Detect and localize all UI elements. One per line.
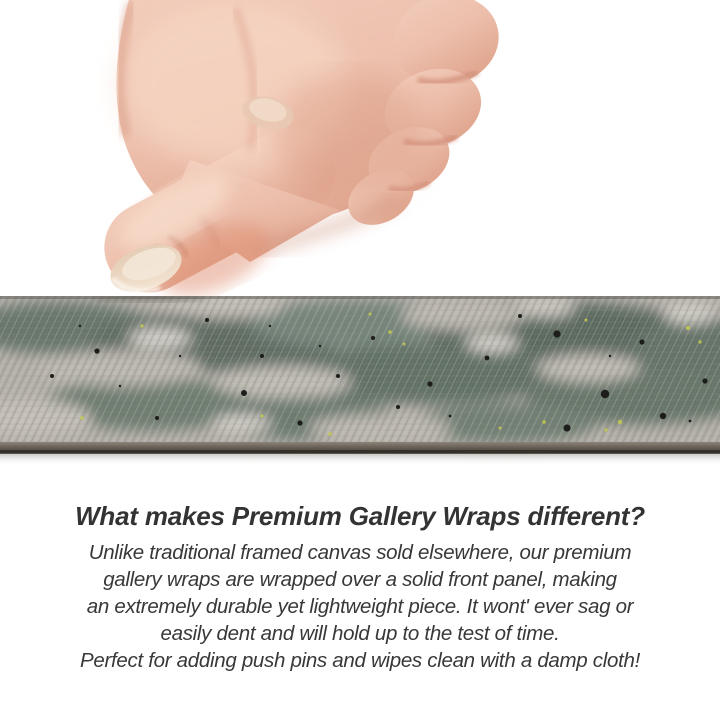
- caption-line-3: an extremely durable yet lightweight piece. It wont' ever sag or: [86, 595, 634, 618]
- hand-photo: [0, 0, 720, 310]
- caption-line-1: Unlike traditional framed canvas sold elsewhere, our premium: [88, 541, 632, 564]
- caption-line-4: easily dent and will hold up to the test of time.: [160, 622, 560, 645]
- caption-line-5: Perfect for adding push pins and wipes clean with a damp cloth!: [80, 649, 640, 672]
- caption-heading: What makes Premium Gallery Wraps different?: [75, 501, 645, 531]
- canvas-shadow: [0, 453, 720, 466]
- caption: [0, 501, 720, 674]
- caption-line-2: gallery wraps are wrapped over a solid front panel, making: [103, 568, 617, 591]
- canvas-edge-photo: [0, 296, 720, 468]
